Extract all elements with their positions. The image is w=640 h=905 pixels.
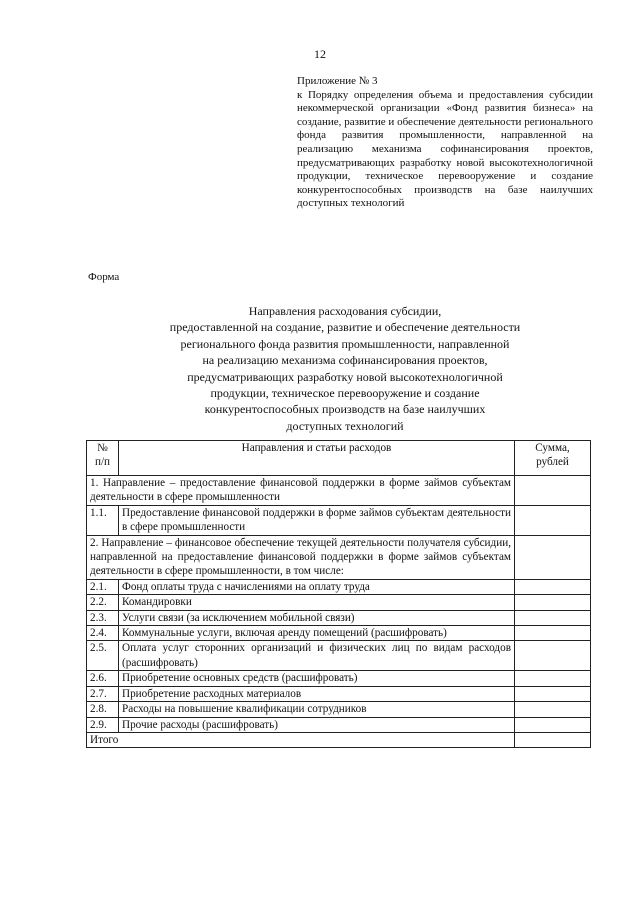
table-row (87, 686, 591, 701)
row-name: Расходы на повышение квалификации сотрудников (119, 702, 515, 717)
table-row (87, 505, 591, 535)
section-2-cell: 2. Направление – финансовое обеспечение текущей деятельности получателя субсидии, направленной на предоставление финансовой поддержки в форме займов субъектам деятельности в сфере промышленности, в том числе: (87, 535, 515, 579)
expenses-table (86, 440, 591, 748)
table-row (87, 595, 591, 610)
table-row (87, 579, 591, 594)
table-row (87, 671, 591, 686)
row-name: Приобретение расходных материалов (119, 686, 515, 701)
title-line: конкурентоспособных производств на базе наилучших (204, 402, 486, 417)
title-line: на реализацию механизма софинансирования проектов, (202, 353, 488, 368)
header-name: Направления и статьи расходов (119, 441, 515, 476)
total-label: Итого (87, 732, 515, 747)
sum-cell[interactable] (515, 579, 591, 594)
sum-cell[interactable] (515, 610, 591, 625)
row-name: Командировки (119, 595, 515, 610)
sum-cell[interactable] (515, 535, 591, 579)
row-number: 2.7. (87, 686, 119, 701)
sum-cell[interactable] (515, 671, 591, 686)
table-row (87, 717, 591, 732)
header-number (87, 441, 119, 476)
row-number: 2.4. (87, 626, 119, 641)
title-line: продукции, техническое перевооружение и создание (210, 386, 480, 401)
page-number: 12 (314, 47, 326, 61)
sum-cell[interactable] (515, 595, 591, 610)
title-line: предусматривающих разработку новой высокотехнологичной (187, 369, 503, 384)
table-row (87, 610, 591, 625)
row-number: 2.1. (87, 579, 119, 594)
table-row (87, 641, 591, 671)
total-sum-cell[interactable] (515, 732, 591, 747)
appendix-text: к Порядку определения объема и предоставления субсидии некоммерческой организации «Фонд развития бизнеса» на создание, развитие и обеспечение деятельности регионального фонда развития промышленности, направленной на реализацию механизма софинансирования проектов, предусматривающих разработку новой высокотехнологичной продукции, техническое перевооружение и создание конкурентоспособных производств на базе наилучших доступных технологий (297, 88, 593, 210)
row-name: Услуги связи (за исключением мобильной связи) (119, 610, 515, 625)
table-row (87, 702, 591, 717)
header-number-line: п/п (94, 456, 111, 469)
row-name: Предоставление финансовой поддержки в форме займов субъектам деятельности в сфере промышленности (119, 505, 515, 535)
total-row (87, 732, 591, 747)
sum-cell[interactable] (515, 476, 591, 506)
sum-cell[interactable] (515, 702, 591, 717)
row-number: 2.5. (87, 641, 119, 671)
header-number-line: № (97, 442, 108, 454)
header-sum (515, 441, 591, 476)
row-number: 2.8. (87, 702, 119, 717)
section-1-cell: 1. Направление – предоставление финансовой поддержки в форме займов субъектам деятельности в сфере промышленности (87, 476, 515, 506)
table-row (87, 626, 591, 641)
sum-cell[interactable] (515, 717, 591, 732)
sum-cell[interactable] (515, 641, 591, 671)
row-name: Прочие расходы (расшифровать) (119, 717, 515, 732)
table-row (87, 535, 591, 579)
row-name: Коммунальные услуги, включая аренду помещений (расшифровать) (119, 626, 515, 641)
title-line: регионального фонда развития промышленности, направленной (180, 336, 510, 351)
row-name: Фонд оплаты труда с начислениями на оплату труда (119, 579, 515, 594)
row-name: Приобретение основных средств (расшифровать) (119, 671, 515, 686)
title-line: доступных технологий (286, 418, 404, 433)
row-number: 2.6. (87, 671, 119, 686)
row-number: 1.1. (87, 505, 119, 535)
appendix-block (297, 75, 593, 211)
form-label: Форма (88, 271, 120, 283)
row-number: 2.3. (87, 610, 119, 625)
sum-cell[interactable] (515, 686, 591, 701)
sum-cell[interactable] (515, 505, 591, 535)
document-title (70, 303, 620, 434)
row-number: 2.9. (87, 717, 119, 732)
row-number: 2.2. (87, 595, 119, 610)
appendix-title: Приложение № 3 (297, 75, 378, 87)
sum-cell[interactable] (515, 626, 591, 641)
header-sum-line: Сумма, (535, 442, 570, 454)
table-header-row (87, 441, 591, 476)
row-name: Оплата услуг сторонних организаций и физических лиц по видам расходов (расшифровать) (119, 641, 515, 671)
title-line: предоставленной на создание, развитие и обеспечение деятельности (169, 320, 521, 335)
table-row (87, 476, 591, 506)
header-sum-line: рублей (536, 456, 569, 469)
title-line: Направления расходования субсидии, (248, 304, 442, 318)
